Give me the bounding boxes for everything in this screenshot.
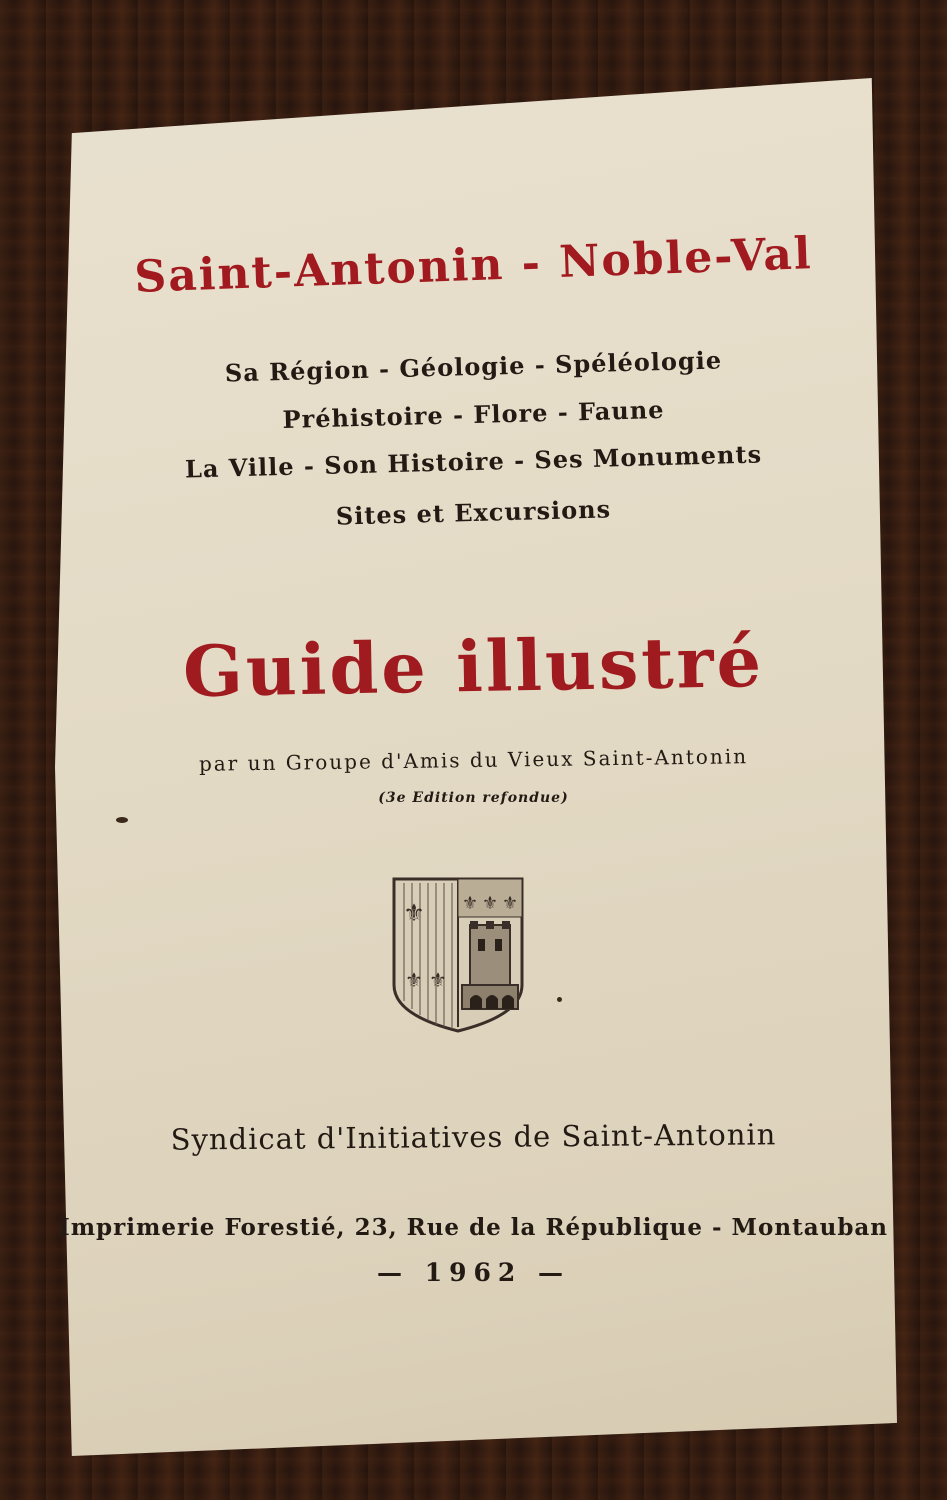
svg-text:⚜: ⚜ [403, 899, 425, 927]
cover-title: Saint-Antonin - Noble-Val [133, 228, 814, 303]
subtitle-line-3: La Ville - Son Histoire - Ses Monuments [184, 439, 763, 484]
subtitle-line-4: Sites et Excursions [335, 494, 612, 531]
main-title: Guide illustré [182, 619, 765, 714]
coat-of-arms-icon [390, 875, 526, 1035]
ink-stain [116, 817, 128, 823]
svg-text:⚜: ⚜ [461, 893, 479, 914]
subtitle-line-1: Sa Région - Géologie - Spéléologie [224, 345, 723, 388]
edition-note: (3e Edition refondue) [378, 790, 569, 806]
publication-year: — 1962 — [377, 1258, 570, 1287]
ink-stain [557, 997, 562, 1002]
publisher-line: Syndicat d'Initiatives de Saint-Antonin [170, 1117, 777, 1157]
printer-line: Imprimerie Forestié, 23, Rue de la République - Montauban [58, 1214, 889, 1241]
subtitle-line-2: Préhistoire - Flore - Faune [282, 395, 665, 434]
svg-text:⚜: ⚜ [501, 893, 519, 914]
svg-text:⚜: ⚜ [429, 968, 447, 992]
svg-text:⚜: ⚜ [481, 893, 499, 914]
svg-text:⚜: ⚜ [405, 968, 423, 992]
authors-line: par un Groupe d'Amis du Vieux Saint-Antonin [198, 744, 749, 776]
